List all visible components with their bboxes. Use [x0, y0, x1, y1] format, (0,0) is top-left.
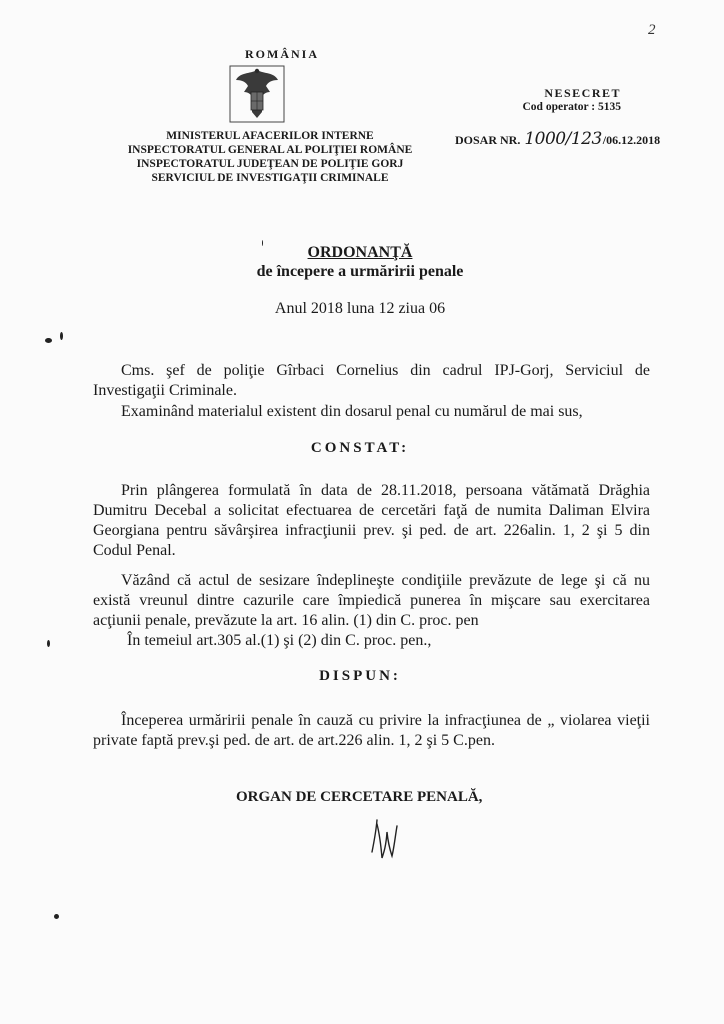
ministry-line: SERVICIUL DE INVESTIGAŢII CRIMINALE [151, 172, 389, 184]
scan-mark [47, 640, 50, 647]
scan-mark [54, 914, 59, 919]
considerent-paragraph [93, 571, 650, 631]
issuing-authority [100, 129, 440, 185]
examination-paragraph: Examinând materialul existent din dosarul penal cu numărul de mai sus, [121, 403, 583, 420]
scan-mark [60, 332, 63, 340]
intro-paragraph [93, 361, 650, 401]
scan-mark [45, 338, 52, 343]
ministry-line: MINISTERUL AFACERILOR INTERNE [166, 130, 374, 142]
document-date: Anul 2018 luna 12 ziua 06 [274, 300, 446, 317]
intro-line: Cms. şef de poliţie Gîrbaci Cornelius din cadrul IPJ-Gorj, Serviciul de [121, 362, 650, 379]
dosar-date: /06.12.2018 [602, 133, 661, 147]
classification-label: NESECRET [544, 86, 621, 100]
document-subtitle: de începere a urmăririi penale [256, 263, 464, 280]
handwritten-signature-icon [362, 812, 412, 867]
dispun-heading: DISPUN: [319, 668, 401, 684]
legal-basis-paragraph: În temeiul art.305 al.(1) şi (2) din C. proc. pen., [127, 632, 432, 649]
operator-code: Cod operator : 5135 [522, 101, 621, 113]
handwritten-page-number: 2 [648, 22, 656, 38]
dispun-paragraph [93, 711, 650, 751]
constat-heading: CONSTAT: [310, 440, 410, 456]
organ-signature-label: ORGAN DE CERCETARE PENALĂ, [236, 789, 483, 805]
country-name: ROMÂNIA [245, 47, 319, 61]
constat-text: Prin plângerea formulată în data de 28.11.2018, persoana vătămată Drăghia Dumitru Decebal a solicitat efectuarea de cercetări faţă de numita Daliman Elvira Georgiana pentru săvârşirea infracţiunii prev. şi ped. de art. 226alin. 1, 2 şi 5 din Codul Penal. [93, 482, 650, 559]
scan-mark [262, 240, 263, 246]
dosar-handwritten-number: 1000/123 [524, 129, 602, 149]
dosar-label: DOSAR NR. [455, 133, 521, 147]
case-file-number [455, 129, 660, 149]
considerent-text: Văzând că actul de sesizare îndeplineşte condiţiile prevăzute de lege şi că nu există vreunul dintre cazurile care împiedică punerea în mişcare sau exercitarea acţiunii penale, prevăzute la art. 16 alin. (1) din C. proc. pen [93, 572, 650, 629]
document-title: ORDONANŢĂ [307, 244, 413, 261]
ministry-line: INSPECTORATUL JUDEŢEAN DE POLIŢIE GORJ [136, 158, 404, 170]
dispun-text: Începerea urmăririi penale în cauză cu privire la infracţiunea de „ violarea vieţii private faptă prev.şi ped. de art. de art.226 alin. 1, 2 şi 5 C.pen. [93, 712, 650, 749]
coat-of-arms-icon [226, 62, 288, 126]
ministry-line: INSPECTORATUL GENERAL AL POLIŢIEI ROMÂNE [127, 144, 413, 156]
intro-line: Investigaţii Criminale. [93, 382, 237, 399]
constat-paragraph [93, 481, 650, 561]
